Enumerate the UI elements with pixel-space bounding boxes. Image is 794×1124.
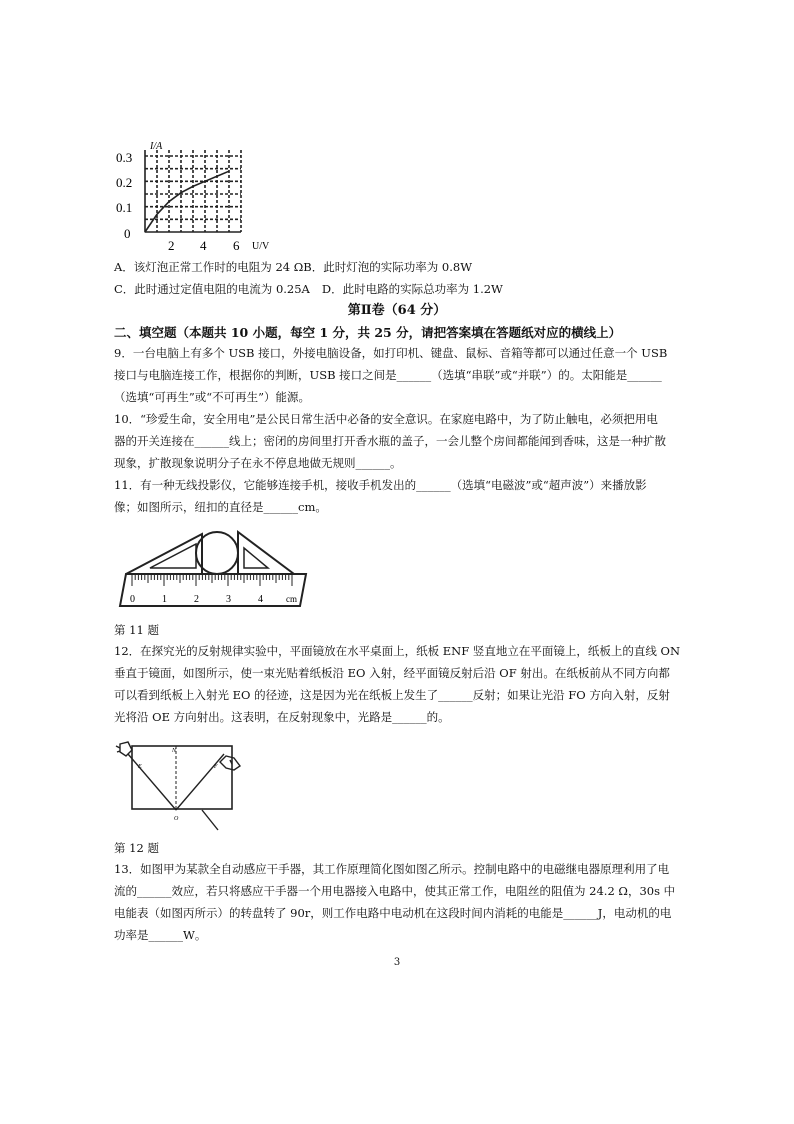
q12-line-1: 12．在探究光的反射规律实验中，平面镜放在水平桌面上，纸板 ENF 竖直地立在平面镜上，纸板上的直线 ON bbox=[114, 644, 681, 658]
q13-line-2: 流的______效应，若只将感应干手器一个用电器接入电路中，使其正常工作，电阻丝的阻值为 24.2 Ω，30s 中 bbox=[114, 884, 676, 898]
q9-line-3: （选填“可再生”或“不可再生”）能源。 bbox=[114, 390, 311, 404]
y-tick: 0 bbox=[124, 226, 131, 241]
ruler-ticks bbox=[132, 574, 292, 586]
page-number: 3 bbox=[393, 957, 401, 968]
option-c: C．此时通过定值电阻的电流为 0.25A bbox=[114, 282, 310, 296]
option-b: B．此时灯泡的实际功率为 0.8W bbox=[303, 260, 473, 274]
paper-board bbox=[132, 746, 232, 809]
iu-point bbox=[180, 192, 181, 193]
left-set-square bbox=[126, 534, 202, 574]
q11-line-1: 11．有一种无线投影仪，它能够连接手机，接收手机发出的______（选填“电磁波”或“超声波”）来播放影 bbox=[114, 478, 647, 492]
q13-line-1: 13．如图甲为某款全自动感应干手器，其工作原理简化图如图乙所示。控制电路中的电磁继电器原理利用了电 bbox=[114, 862, 670, 876]
iu-point bbox=[228, 171, 229, 172]
q11-line-2: 像；如图所示，纽扣的直径是______cm。 bbox=[114, 500, 327, 514]
ruler-number: 4 bbox=[258, 594, 263, 605]
y-tick: 0.2 bbox=[116, 175, 133, 190]
label-o: O bbox=[174, 816, 179, 822]
q12-line-3: 可以看到纸板上入射光 EO 的径迹，这是因为光在纸板上发生了______反射；如果让光沿 FO 方向入射，反射 bbox=[114, 688, 670, 702]
y-tick: 0.3 bbox=[116, 150, 133, 165]
q12-line-2: 垂直于镜面，如图所示，使一束光贴着纸板沿 EO 入射，经平面镜反射后沿 OF 射出。在纸板前从不同方向都 bbox=[114, 666, 670, 680]
graph-grid bbox=[145, 150, 241, 232]
ruler-number: 3 bbox=[226, 594, 231, 605]
q13-line-3: 电能表（如图丙所示）的转盘转了 90r，则工作电路中电动机在这段时间内消耗的电能是______J，电动机的电 bbox=[114, 906, 672, 920]
q9-line-1: 9．一台电脑上有多个 USB 接口，外接电脑设备，如打印机、键盘、鼠标、音箱等都可以通过任意一个 USB bbox=[114, 346, 668, 360]
q10-line-3: 现象，扩散现象说明分子在永不停息地做无规则______。 bbox=[114, 456, 402, 470]
iu-point bbox=[216, 176, 217, 177]
x-tick: 6 bbox=[233, 238, 240, 253]
option-row-1 bbox=[114, 257, 472, 278]
q12-caption: 第 12 题 bbox=[114, 841, 159, 855]
section-heading: 二、填空题（本题共 10 小题，每空 1 分，共 25 分，请把答案填在答题纸对应的横线上） bbox=[114, 325, 622, 340]
q13-line-4: 功率是______W。 bbox=[114, 928, 207, 942]
q9-line-2: 接口与电脑连接工作，根据你的判断，USB 接口之间是______（选填“串联”或“并联”）的。太阳能是______ bbox=[114, 368, 662, 382]
iu-point bbox=[156, 214, 157, 215]
reflected-ray bbox=[176, 754, 224, 810]
incident-ray bbox=[128, 754, 176, 810]
q10-line-2: 器的开关连接在______线上；密闭的房间里打开香水瓶的盖子，一会儿整个房间都能闻到香味，这是一种扩散 bbox=[114, 434, 666, 448]
iu-point bbox=[204, 181, 205, 182]
ruler-number: 0 bbox=[130, 594, 135, 605]
option-row-2 bbox=[114, 279, 503, 300]
section-title: 第Ⅱ卷（64 分） bbox=[347, 303, 447, 318]
iu-point bbox=[192, 186, 193, 187]
q11-caption: 第 11 题 bbox=[114, 623, 159, 637]
option-d: D．此时电路的实际总功率为 1.2W bbox=[321, 282, 503, 296]
ruler-figure bbox=[118, 528, 312, 610]
x-axis-label: U/V bbox=[252, 241, 270, 252]
ruler-number: 2 bbox=[194, 594, 199, 605]
iu-point bbox=[168, 201, 169, 202]
ruler-unit: cm bbox=[286, 594, 297, 604]
light-source bbox=[116, 742, 132, 756]
x-tick: 2 bbox=[168, 238, 175, 253]
right-set-square bbox=[238, 532, 294, 574]
mirror-edge bbox=[202, 810, 218, 830]
q12-line-4: 光将沿 OE 方向射出。这表明，在反射现象中，光路是______的。 bbox=[114, 710, 450, 724]
label-n: N bbox=[172, 748, 177, 754]
label-e: E bbox=[138, 764, 142, 770]
observer-hand bbox=[220, 756, 240, 770]
iu-graph bbox=[110, 138, 280, 256]
iu-point bbox=[144, 231, 145, 232]
option-a: A．该灯泡正常工作时的电阻为 24 Ω bbox=[114, 260, 304, 274]
y-tick: 0.1 bbox=[116, 200, 133, 215]
y-axis-label: I/A bbox=[150, 141, 163, 152]
label-f: F bbox=[214, 764, 218, 770]
x-tick: 4 bbox=[200, 238, 207, 253]
reflection-figure bbox=[114, 740, 244, 832]
q10-line-1: 10．“珍爱生命，安全用电”是公民日常生活中必备的安全意识。在家庭电路中，为了防止触电，必须把用电 bbox=[114, 412, 658, 426]
ruler-number: 1 bbox=[162, 594, 167, 605]
